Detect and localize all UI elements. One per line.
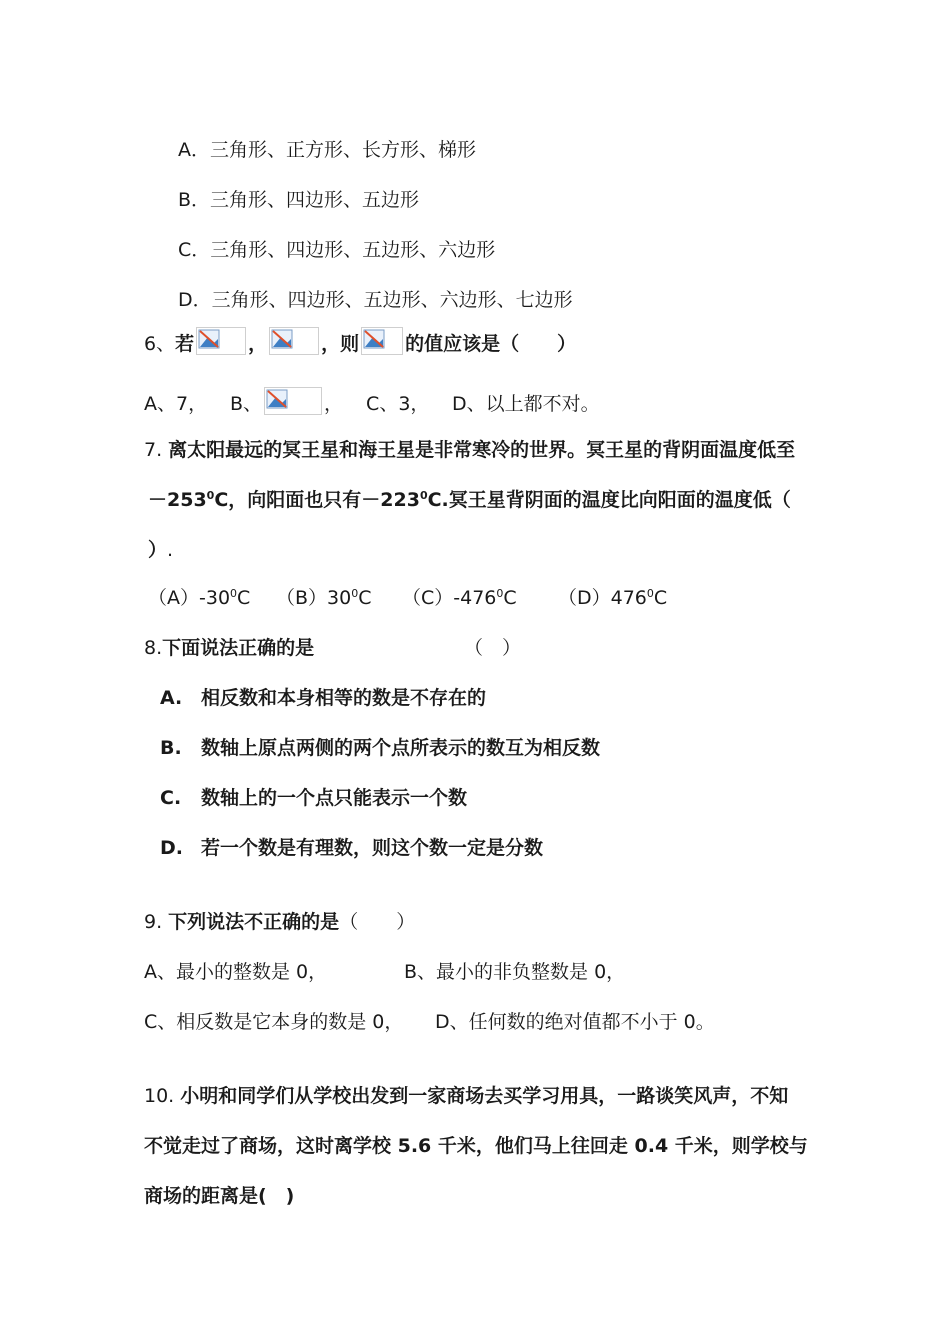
q8-option-label: D. — [160, 837, 183, 859]
q8-answer-paren: （ ） — [464, 637, 522, 659]
q7-options — [148, 585, 667, 611]
q7-option-b — [276, 585, 402, 611]
q7-option-a-text: （A）-30 — [148, 587, 231, 609]
degree-superscript: 0 — [419, 489, 428, 502]
q8-question: 下面说法正确的是 — [162, 637, 315, 659]
unit-c: C — [653, 587, 668, 609]
q7-text-2b: C，向阳面也只有－223 — [214, 489, 420, 511]
q9-options-row-1 — [144, 959, 625, 985]
q9-answer-paren: （ ） — [339, 911, 416, 933]
q7-text-2c: C.冥王星背阴面的温度比向阳面的温度低（ — [427, 489, 791, 511]
q6-option-d: D、以上都不对。 — [452, 393, 600, 415]
q6-option-b: B、 — [230, 393, 263, 415]
q8-option-label: A. — [160, 687, 183, 709]
q9-option-b: B、最小的非负整数是 0， — [404, 961, 626, 983]
degree-superscript: 0 — [646, 587, 654, 600]
q7-line-2 — [148, 487, 791, 513]
degree-superscript: 0 — [206, 489, 215, 502]
q8-option-text: 数轴上原点两侧的两个点所表示的数互为相反数 — [201, 737, 601, 759]
q7-text-3a: ） — [148, 539, 168, 561]
q7-option-a — [148, 585, 276, 611]
unit-c: C — [503, 587, 517, 609]
q8-stem — [144, 635, 521, 661]
q6-options — [144, 387, 600, 417]
q10-line-2: 不觉走过了商场，这时离学校 5.6 千米，他们马上往回走 0.4 千米，则学校与 — [144, 1135, 808, 1157]
q8-option-label: C. — [160, 787, 182, 809]
broken-image-icon — [361, 327, 403, 355]
unit-c: C — [358, 587, 372, 609]
q7-text-2a: －253 — [148, 489, 207, 511]
q9-option-d: D、任何数的绝对值都不小于 0。 — [435, 1011, 715, 1033]
q6-number: 6、 — [144, 333, 176, 355]
q6-text-3: ，则 — [321, 333, 360, 355]
q7-text-3b: . — [167, 539, 174, 561]
q7-option-b-text: （B）30 — [276, 587, 352, 609]
q8-stem-text — [144, 635, 464, 661]
q10-text-1: 小明和同学们从学校出发到一家商场去买学习用具，一路谈笑风声，不知 — [180, 1085, 789, 1107]
q8-option-text: 相反数和本身相等的数是不存在的 — [201, 687, 487, 709]
q9-option-a: A、最小的整数是 0， — [144, 961, 328, 983]
q6-option-b-comma: ， — [324, 393, 344, 415]
q8-option-d — [160, 835, 543, 861]
q7-option-d-text: （D）476 — [558, 587, 647, 609]
q8-option-text: 数轴上的一个点只能表示一个数 — [201, 787, 468, 809]
q7-text-1: 离太阳最远的冥王星和海王星是非常寒冷的世界。冥王星的背阴面温度低至 — [168, 439, 796, 461]
q7-option-c — [402, 585, 558, 611]
q8-option-a — [160, 685, 486, 711]
q9-question: 下列说法不正确的是 — [168, 911, 340, 933]
q7-option-c-text: （C）-476 — [402, 587, 497, 609]
q10-line-3: 商场的距离是( ) — [144, 1185, 295, 1207]
q8-option-label: B. — [160, 737, 182, 759]
q8-number: 8. — [144, 637, 163, 659]
q6-text-4: 的值应该是（ ） — [405, 333, 577, 355]
q5-option-d: D．三角形、四边形、五边形、六边形、七边形 — [178, 289, 573, 311]
q6-text-2: ， — [248, 333, 268, 355]
q6-text-1: 若 — [175, 333, 195, 355]
degree-superscript: 0 — [351, 587, 359, 600]
q5-option-c: C．三角形、四边形、五边形、六边形 — [178, 239, 496, 261]
q8-option-text: 若一个数是有理数，则这个数一定是分数 — [201, 837, 544, 859]
degree-superscript: 0 — [230, 587, 238, 600]
q10-line-1 — [144, 1083, 788, 1109]
q10-number: 10. — [144, 1085, 181, 1107]
q6-option-a: A、7， — [144, 393, 208, 415]
q7-number: 7. — [144, 439, 169, 461]
broken-image-icon — [269, 327, 319, 355]
q9-options-row-2 — [144, 1009, 715, 1035]
q8-option-c — [160, 785, 467, 811]
q6-option-c: C、3， — [366, 393, 430, 415]
unit-c: C — [237, 587, 251, 609]
q7-line-3 — [148, 537, 173, 563]
broken-image-icon — [196, 327, 246, 355]
q7-line-1 — [144, 437, 795, 463]
broken-image-icon — [264, 387, 322, 415]
q9-option-c: C、相反数是它本身的数是 0， — [144, 1011, 404, 1033]
degree-superscript: 0 — [496, 587, 504, 600]
q6-stem — [144, 327, 576, 357]
q5-option-a: A．三角形、正方形、长方形、梯形 — [178, 139, 476, 161]
q5-option-b: B．三角形、四边形、五边形 — [178, 189, 420, 211]
q7-option-d — [558, 585, 667, 611]
q9-stem — [144, 909, 415, 935]
q9-number: 9. — [144, 911, 169, 933]
q8-option-b — [160, 735, 600, 761]
